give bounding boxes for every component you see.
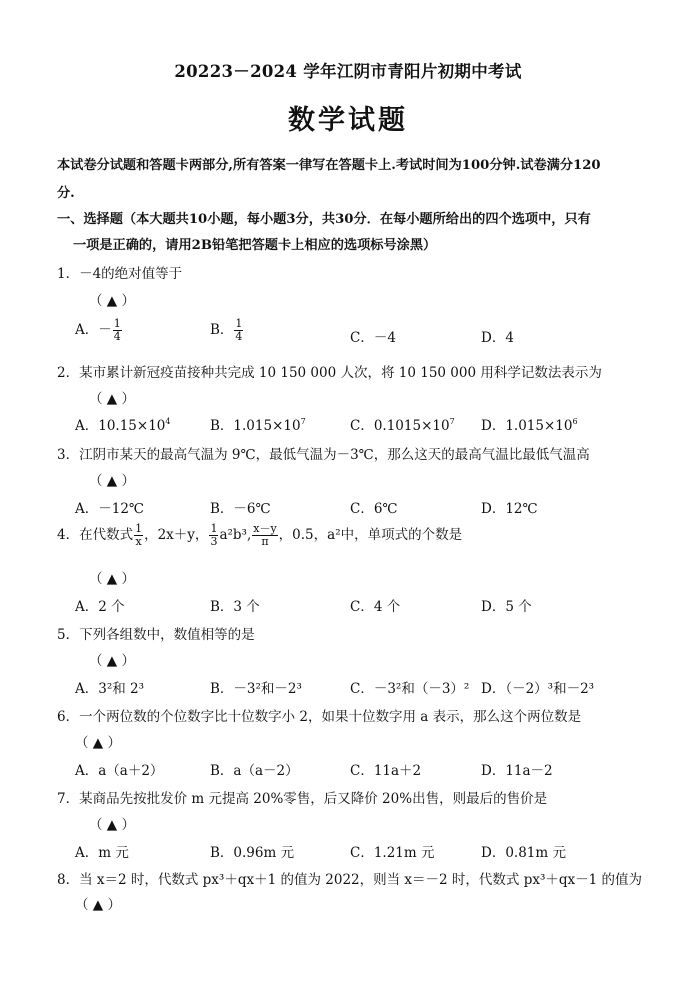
answer-mark: （ ▲ ） [75,897,121,913]
answer-mark: （ ▲ ） [89,817,135,833]
question-1-option-d[interactable]: D．4 [481,330,514,346]
question-3-stem: 3．江阴市某天的最高气温为 9℃，最低气温为－3℃，那么这天的最高气温比最低气温高 [57,447,590,463]
instructions-line-1: 本试卷分试题和答题卡两部分,所有答案一律写在答题卡上.考试时间为100分钟.试卷满分120 [57,158,601,173]
question-1-stem: 1．－4的绝对值等于 [57,266,183,282]
answer-mark: （ ▲ ） [75,735,121,751]
question-7-option-d[interactable]: D．0.81m 元 [481,845,566,861]
question-5-option-d[interactable]: D．（－2）³和－2³ [481,681,595,697]
subject-title: 数学试题 [288,105,408,136]
question-5-option-c[interactable]: C．－3²和（－3）² [350,681,470,697]
question-1-option-a[interactable]: A．－ $\frac{1}{4}$ [75,317,121,343]
question-4-option-b[interactable]: B．3 个 [210,599,260,615]
question-2-option-a[interactable]: A．$10.15\times 10^4$ [75,417,171,434]
question-4-stem: 4．在代数式 $\frac{1}{x}$ ，2x＋y， $\frac{1}{3}$ a²b³, $\frac{x-y}{\pi}$ ，0.5，a²中，单项式的个数是 [57,522,463,548]
fraction: $\frac{x-y}{\pi}$ [253,522,277,548]
answer-mark: （ ▲ ） [89,571,135,587]
question-8-stem: 8．当 x＝2 时，代数式 px³＋qx＋1 的值为 2022，则当 x＝－2 时，代数式 px³＋qx－1 的值为 [57,872,642,888]
question-6-option-d[interactable]: D．11a－2 [481,763,553,779]
question-5-option-a[interactable]: A．3²和 2³ [75,681,145,697]
fraction: $\frac{1}{x}$ [135,522,143,548]
question-5-option-b[interactable]: B．－3²和－2³ [210,681,302,697]
question-2-option-d[interactable]: D．$1.015\times 10^6$ [481,417,578,434]
question-2-stem: 2．某市累计新冠疫苗接种共完成 10 150 000 人次，将 10 150 000 用科学记数法表示为 [57,365,602,381]
fraction: $\frac{1}{4}$ [235,317,243,343]
question-3-option-d[interactable]: D．12℃ [481,501,538,517]
question-7-option-b[interactable]: B．0.96m 元 [210,845,295,861]
question-6-option-b[interactable]: B．a（a－2） [210,763,299,779]
question-3-option-c[interactable]: C．6℃ [350,501,398,517]
answer-mark: （ ▲ ） [89,293,135,309]
question-6-option-c[interactable]: C．11a＋2 [350,763,422,779]
question-1-option-b[interactable]: B． $\frac{1}{4}$ [210,317,243,343]
question-5-stem: 5．下列各组数中，数值相等的是 [57,627,255,643]
fraction: $\frac{1}{3}$ [210,522,218,548]
question-7-stem: 7．某商品先按批发价 m 元提高 20%零售，后又降价 20%出售，则最后的售价是 [57,791,548,807]
question-4-option-a[interactable]: A．2 个 [75,599,125,615]
question-7-option-a[interactable]: A．m 元 [75,845,129,861]
section-1-heading: 一、选择题（本大题共10小题，每小题3分，共30分．在每小题所给出的四个选项中，只有 [57,212,591,227]
answer-mark: （ ▲ ） [89,653,135,669]
instructions-line-2: 分. [57,186,75,201]
answer-mark: （ ▲ ） [89,473,135,489]
section-1-heading-cont: 一项是正确的，请用2B铅笔把答题卡上相应的选项标号涂黑） [73,238,437,253]
question-3-option-b[interactable]: B．－6℃ [210,501,271,517]
question-1-option-c[interactable]: C．－4 [350,330,396,346]
exam-title: 20223－2024 学年江阴市青阳片初期中考试 [174,62,522,81]
question-2-option-b[interactable]: B．$1.015\times 10^7$ [210,417,306,434]
question-4-option-d[interactable]: D．5 个 [481,599,532,615]
question-4-option-c[interactable]: C．4 个 [350,599,401,615]
question-2-option-c[interactable]: C．$0.1015\times 10^7$ [350,417,455,434]
question-7-option-c[interactable]: C．1.21m 元 [350,845,435,861]
question-6-stem: 6．一个两位数的个位数字比十位数字小 2，如果十位数字用 a 表示，那么这个两位数是 [57,709,582,725]
question-6-option-a[interactable]: A．a（a＋2） [75,763,164,779]
fraction: $\frac{1}{4}$ [113,317,121,343]
question-3-option-a[interactable]: A．－12℃ [75,501,145,517]
answer-mark: （ ▲ ） [89,391,135,407]
